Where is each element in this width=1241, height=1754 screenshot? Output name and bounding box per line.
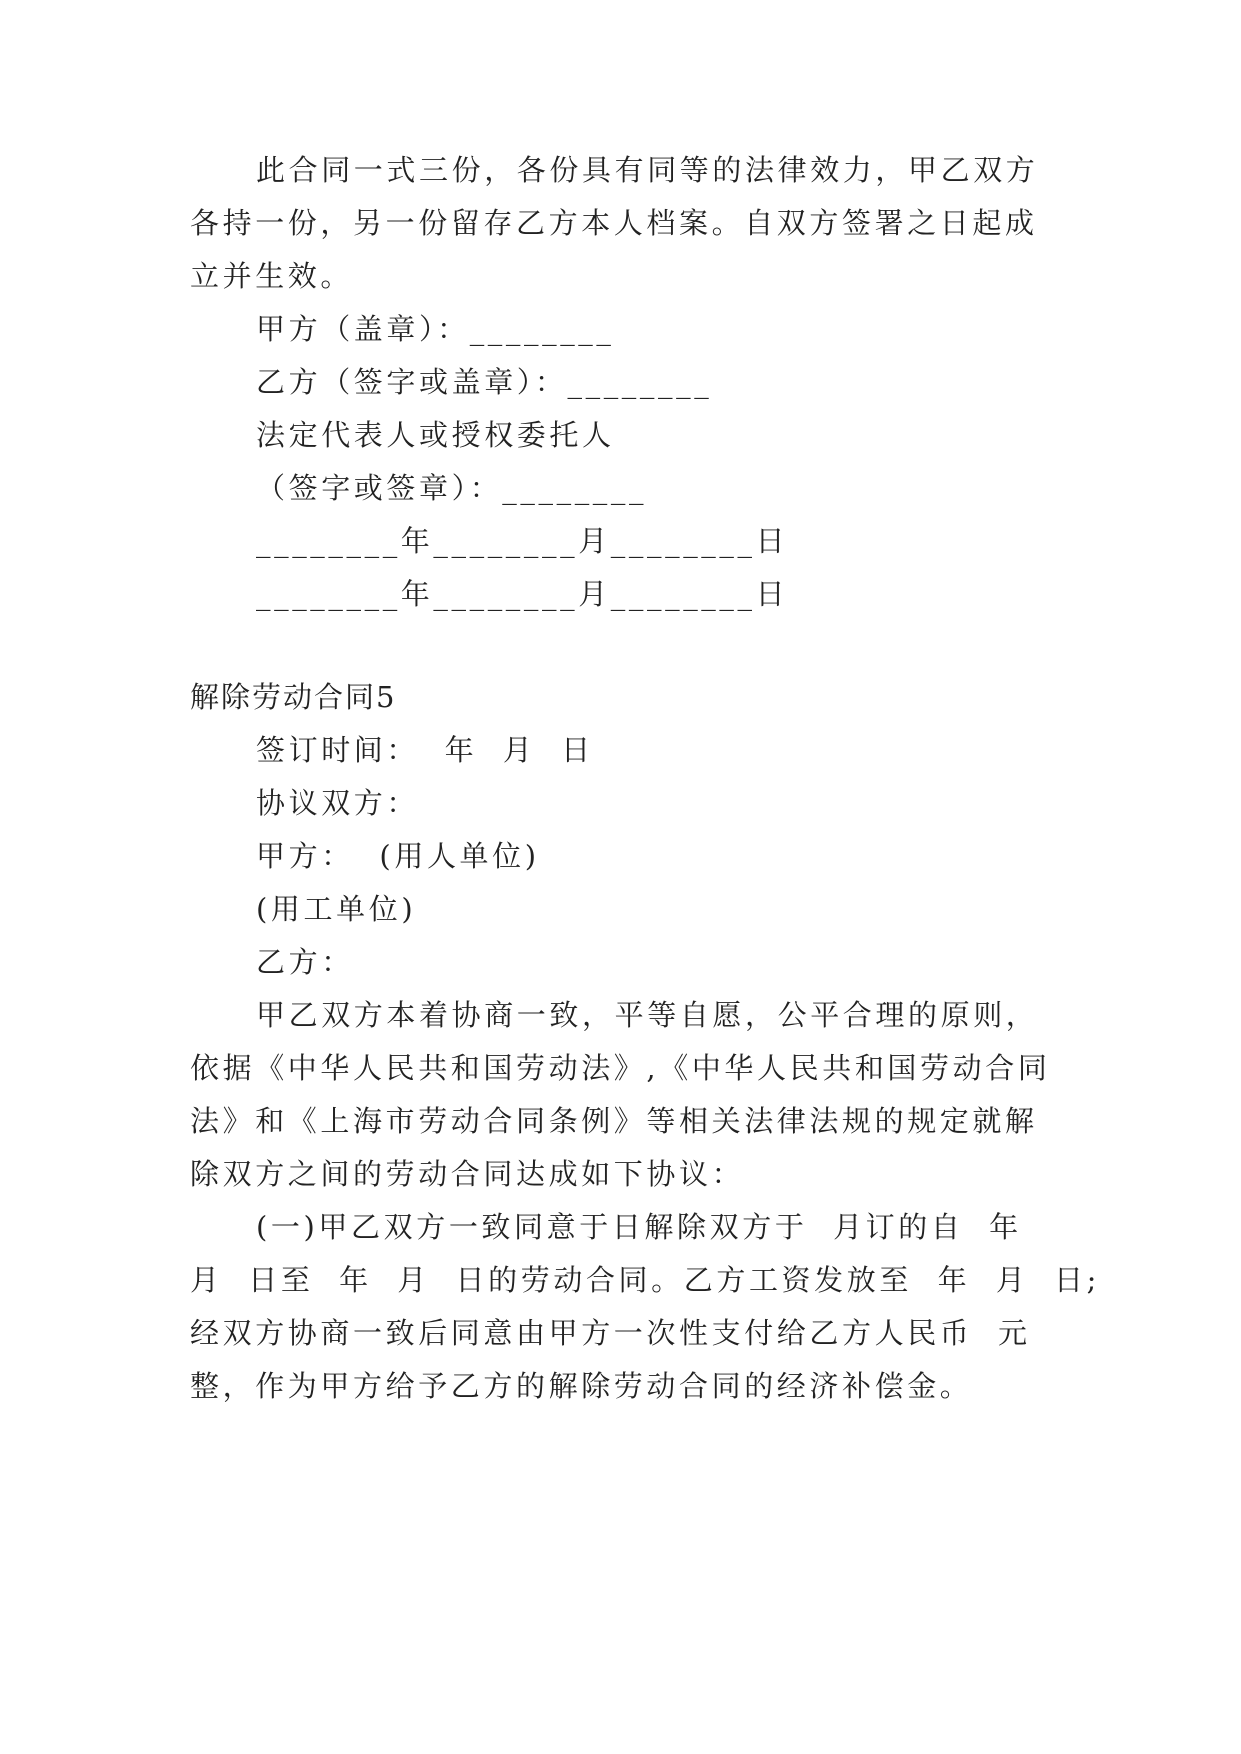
legal-rep-sign-line: （签字或签章）：________ (256, 471, 648, 505)
party-b-line: 乙方： (256, 945, 354, 979)
paragraph-line: 各持一份，另一份留存乙方本人档案。自双方签署之日起成 (190, 206, 1038, 240)
section-title: 解除劳动合同5 (190, 680, 397, 714)
clause-line: (一)甲乙双方一致同意于日解除双方于 月订的自 年 (256, 1210, 1022, 1244)
clause-line: 经双方协商一致后同意由甲方一次性支付给乙方人民币 元 (190, 1316, 1031, 1350)
party-a-stamp-line: 甲方（盖章）：________ (256, 312, 615, 346)
sign-time-line: 签订时间： 年 月 日 (256, 733, 594, 767)
paragraph-line: 法》和《上海市劳动合同条例》等相关法律法规的规定就解 (190, 1104, 1038, 1138)
party-b-sign-line: 乙方（签字或盖章）：________ (256, 365, 713, 399)
clause-line: 整，作为甲方给予乙方的解除劳动合同的经济补偿金。 (190, 1369, 973, 1403)
paragraph-line: 立并生效。 (190, 259, 354, 293)
paragraph-line: 甲乙双方本着协商一致，平等自愿，公平合理的原则， (256, 998, 1039, 1032)
legal-rep-label: 法定代表人或授权委托人 (256, 418, 615, 452)
paragraph-line: 此合同一式三份，各份具有同等的法律效力，甲乙双方 (256, 153, 1039, 187)
party-a-line: 甲方： (用人单位) (256, 839, 540, 873)
date-line: ________年________月________日 (256, 524, 789, 558)
parties-label: 协议双方： (256, 786, 420, 820)
party-a-work-unit-line: (用工单位) (256, 892, 417, 926)
date-line: ________年________月________日 (256, 577, 789, 611)
paragraph-line: 依据《中华人民共和国劳动法》,《中华人民共和国劳动合同 (190, 1051, 1051, 1085)
clause-line: 月 日至 年 月 日的劳动合同。乙方工资发放至 年 月 日; (190, 1263, 1101, 1297)
paragraph-line: 除双方之间的劳动合同达成如下协议： (190, 1157, 745, 1191)
